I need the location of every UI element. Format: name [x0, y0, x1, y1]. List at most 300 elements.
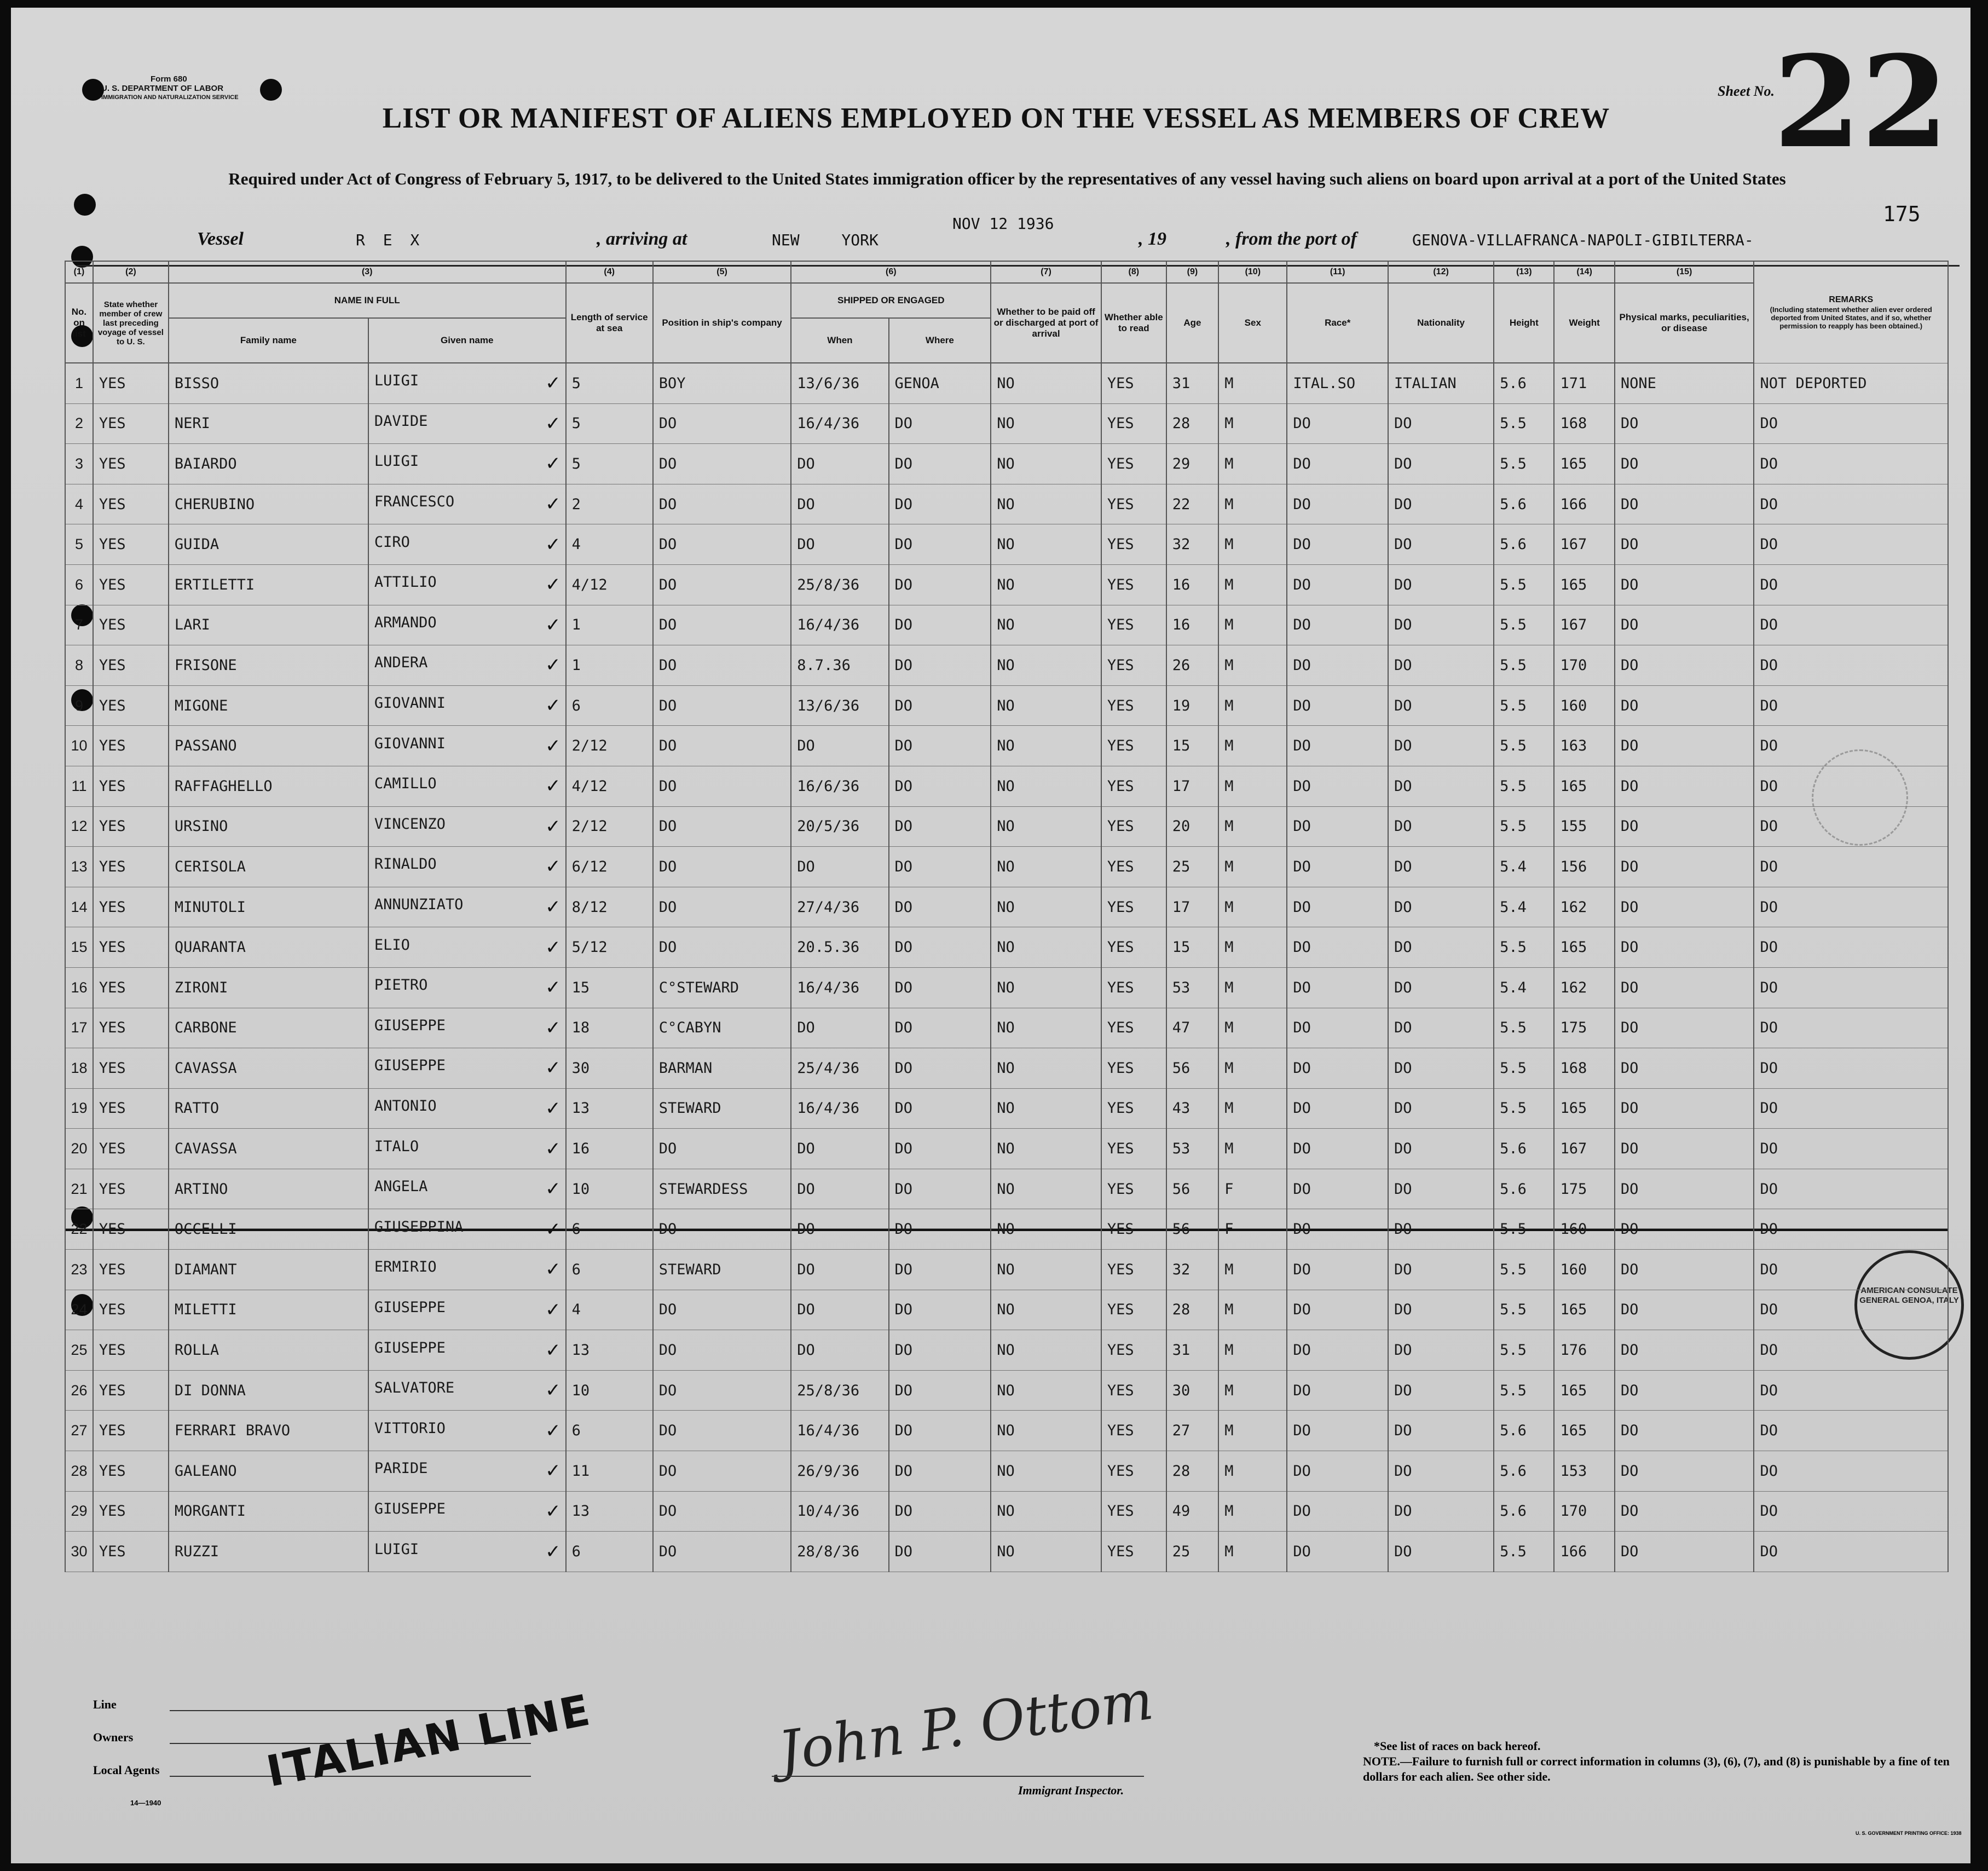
cell-family-text: DI DONNA: [174, 1382, 246, 1399]
cell-no-text: 18: [71, 1059, 88, 1076]
footer-notes: [1363, 1739, 1954, 1785]
checkmark-icon: ✓: [545, 977, 561, 999]
cell-paid-text: NO: [997, 737, 1015, 755]
cell-sex: [1218, 685, 1287, 726]
cell-service: [566, 1290, 653, 1330]
cell-position-text: DO: [658, 777, 677, 795]
checkmark-icon: ✓: [545, 574, 561, 596]
cell-no-text: 29: [71, 1503, 88, 1520]
cell-sex-text: M: [1224, 939, 1234, 956]
cell-given: [368, 806, 566, 847]
cell-prev-text: YES: [99, 576, 126, 593]
cell-prev: [93, 564, 169, 605]
cell-given: [368, 1209, 566, 1250]
col-height-header: Height: [1494, 283, 1554, 363]
cell-no: [65, 1411, 93, 1451]
cell-read: [1101, 806, 1166, 847]
cell-where: [889, 1048, 991, 1089]
cell-given-text: CAMILLO: [374, 775, 437, 793]
cell-marks-text: DO: [1620, 697, 1639, 714]
cell-prev-text: YES: [99, 1180, 126, 1198]
footer-form-code: 14—1940: [130, 1799, 161, 1807]
cell-service: [566, 1491, 653, 1532]
cell-where: [889, 766, 991, 806]
cell-read: [1101, 1129, 1166, 1169]
cell-race-text: DO: [1293, 1140, 1311, 1158]
cell-weight: [1554, 484, 1614, 524]
cell-marks: [1615, 887, 1754, 927]
cell-where-text: DO: [894, 576, 913, 593]
cell-no-text: 9: [74, 697, 83, 714]
col-prev-number: (2): [93, 261, 169, 283]
cell-read-text: YES: [1107, 979, 1134, 996]
crew-row: [65, 847, 1948, 887]
cell-prev-text: YES: [99, 1100, 126, 1117]
crew-row: [65, 766, 1948, 806]
checkmark-icon: ✓: [545, 654, 561, 677]
cell-marks: [1615, 564, 1754, 605]
cell-height-text: 5.5: [1500, 697, 1527, 714]
cell-weight: [1554, 685, 1614, 726]
cell-position: [653, 1209, 791, 1250]
cell-sex: [1218, 766, 1287, 806]
cell-nat-text: DO: [1394, 1261, 1412, 1278]
cell-marks-text: DO: [1620, 616, 1639, 634]
cell-when-text: 16/6/36: [797, 777, 860, 795]
cell-sex-text: M: [1224, 1100, 1234, 1117]
cell-height-text: 5.5: [1500, 1301, 1527, 1319]
cell-position: [653, 524, 791, 565]
cell-family: [169, 1532, 368, 1572]
cell-family: [169, 1008, 368, 1048]
cell-race-text: DO: [1293, 495, 1311, 513]
cell-remarks-text: DO: [1760, 1221, 1778, 1238]
cell-prev: [93, 363, 169, 403]
cell-given: [368, 1370, 566, 1411]
cell-nat-text: DO: [1394, 1100, 1412, 1117]
cell-remarks: [1754, 1129, 1948, 1169]
cell-prev: [93, 1129, 169, 1169]
document-title: LIST OR MANIFEST OF ALIENS EMPLOYED ON THE VESSEL AS MEMBERS OF CREW: [382, 102, 1610, 134]
cell-paid: [991, 645, 1101, 686]
cell-race: [1287, 967, 1388, 1008]
cell-remarks: [1754, 1088, 1948, 1129]
cell-height: [1494, 564, 1554, 605]
cell-where: [889, 444, 991, 484]
cell-nat: [1388, 1008, 1494, 1048]
cell-service: [566, 847, 653, 887]
cell-age: [1166, 1491, 1218, 1532]
cell-no-text: 10: [71, 737, 88, 754]
cell-given: [368, 605, 566, 645]
cell-paid: [991, 484, 1101, 524]
cell-nat: [1388, 564, 1494, 605]
col-no-number: (1): [65, 261, 93, 283]
cell-weight: [1554, 1491, 1614, 1532]
cell-family-text: CHERUBINO: [174, 495, 255, 513]
cell-family-text: MORGANTI: [174, 1503, 246, 1520]
cell-family: [169, 967, 368, 1008]
cell-age-text: 15: [1172, 737, 1191, 755]
cell-when-text: 25/8/36: [797, 1382, 860, 1399]
cell-weight: [1554, 726, 1614, 766]
cell-weight-text: 168: [1560, 415, 1587, 432]
cell-nat-text: DO: [1394, 1462, 1412, 1480]
cell-where: [889, 1370, 991, 1411]
cell-when: [791, 927, 888, 968]
cell-weight: [1554, 1048, 1614, 1089]
cell-service-text: 4: [571, 1301, 581, 1319]
cell-age: [1166, 1048, 1218, 1089]
cell-weight: [1554, 403, 1614, 444]
cell-prev-text: YES: [99, 1462, 126, 1480]
cell-remarks: [1754, 363, 1948, 403]
cell-race-text: DO: [1293, 898, 1311, 916]
cell-race-text: DO: [1293, 656, 1311, 674]
cell-family-text: ZIRONI: [174, 979, 228, 996]
cell-paid-text: NO: [997, 536, 1015, 553]
cell-family-text: MIGONE: [174, 697, 228, 714]
cell-nat-text: DO: [1394, 415, 1412, 432]
cell-read-text: YES: [1107, 818, 1134, 835]
cell-read-text: YES: [1107, 858, 1134, 875]
cell-service: [566, 685, 653, 726]
cell-marks-text: DO: [1620, 1543, 1639, 1561]
cell-read: [1101, 887, 1166, 927]
cell-position: [653, 1008, 791, 1048]
cell-weight: [1554, 766, 1614, 806]
cell-sex: [1218, 1451, 1287, 1492]
cell-read-text: YES: [1107, 1382, 1134, 1399]
cell-service-text: 16: [571, 1140, 590, 1158]
cell-nat: [1388, 1411, 1494, 1451]
cell-prev: [93, 1250, 169, 1290]
cell-where-text: GENOA: [894, 374, 939, 392]
cell-service: [566, 967, 653, 1008]
cell-race-text: DO: [1293, 939, 1311, 956]
cell-position: [653, 363, 791, 403]
cell-no-text: 12: [71, 818, 88, 835]
cell-when-text: 13/6/36: [797, 374, 860, 392]
crew-row: [65, 1532, 1948, 1572]
cell-age: [1166, 1290, 1218, 1330]
checkmark-icon: ✓: [545, 372, 561, 395]
cell-where-text: DO: [894, 1140, 913, 1158]
cell-race-text: DO: [1293, 1059, 1311, 1077]
cell-given: [368, 927, 566, 968]
cell-family: [169, 726, 368, 766]
cell-prev-text: YES: [99, 616, 126, 634]
cell-nat-text: DO: [1394, 1503, 1412, 1520]
cell-weight-text: 167: [1560, 616, 1587, 634]
crew-row: [65, 726, 1948, 766]
col-read-header: Whether able to read: [1101, 283, 1166, 363]
cell-no: [65, 1290, 93, 1330]
cell-height-text: 5.6: [1500, 1462, 1527, 1480]
cell-family: [169, 927, 368, 968]
cell-remarks: [1754, 444, 1948, 484]
cell-no: [65, 363, 93, 403]
cell-given: [368, 847, 566, 887]
cell-height-text: 5.5: [1500, 455, 1527, 472]
cell-weight: [1554, 524, 1614, 565]
cell-no: [65, 967, 93, 1008]
cell-service: [566, 806, 653, 847]
cell-given: [368, 403, 566, 444]
cell-read: [1101, 726, 1166, 766]
cell-remarks: [1754, 1451, 1948, 1492]
cell-paid-text: NO: [997, 858, 1015, 875]
cell-family-text: NERI: [174, 415, 210, 432]
cell-paid: [991, 1290, 1101, 1330]
line-label: Line: [93, 1697, 117, 1711]
cell-marks: [1615, 1250, 1754, 1290]
cell-family: [169, 766, 368, 806]
cell-position: [653, 1411, 791, 1451]
cell-service-text: 5: [571, 374, 581, 392]
cell-no-text: 19: [71, 1100, 88, 1117]
cell-service: [566, 605, 653, 645]
cell-position: [653, 1451, 791, 1492]
cell-race-text: DO: [1293, 979, 1311, 996]
cell-position-text: DO: [658, 818, 677, 835]
cell-paid: [991, 685, 1101, 726]
cell-sex-text: M: [1224, 898, 1234, 916]
cell-read: [1101, 1330, 1166, 1371]
cell-race: [1287, 1209, 1388, 1250]
cell-read: [1101, 1048, 1166, 1089]
cell-family-text: MINUTOLI: [174, 898, 246, 916]
cell-where: [889, 806, 991, 847]
cell-sex: [1218, 1290, 1287, 1330]
cell-sex: [1218, 1330, 1287, 1371]
col-age-number: (9): [1166, 261, 1218, 283]
cell-position: [653, 1129, 791, 1169]
cell-where-text: DO: [894, 818, 913, 835]
cell-no: [65, 887, 93, 927]
checkmark-icon: ✓: [545, 1218, 561, 1240]
cell-paid-text: NO: [997, 777, 1015, 795]
cell-read-text: YES: [1107, 576, 1134, 593]
cell-marks: [1615, 363, 1754, 403]
cell-position: [653, 927, 791, 968]
cell-age: [1166, 524, 1218, 565]
cell-when-text: 16/4/36: [797, 979, 860, 996]
cell-nat-text: DO: [1394, 979, 1412, 996]
cell-family: [169, 887, 368, 927]
from-port-label: , from the port of: [1226, 229, 1357, 249]
cell-family-text: DIAMANT: [174, 1261, 237, 1278]
cell-nat-text: DO: [1394, 737, 1412, 755]
cell-race-text: DO: [1293, 576, 1311, 593]
cell-service: [566, 1330, 653, 1371]
crew-row: [65, 1491, 1948, 1532]
italian-line-stamp: ITALIAN LINE: [263, 1685, 596, 1797]
cell-race: [1287, 927, 1388, 968]
cell-height: [1494, 1008, 1554, 1048]
cell-service-text: 10: [571, 1180, 590, 1198]
cell-weight-text: 160: [1560, 697, 1587, 714]
cell-age-text: 32: [1172, 1261, 1191, 1278]
cell-service: [566, 645, 653, 686]
cell-read-text: YES: [1107, 737, 1134, 755]
cell-no-text: 1: [74, 374, 83, 391]
cell-given-text: GIOVANNI: [374, 735, 446, 752]
cell-given-text: VITTORIO: [374, 1419, 446, 1437]
cell-nat-text: ITALIAN: [1394, 374, 1457, 392]
cell-prev-text: YES: [99, 1261, 126, 1278]
cell-height: [1494, 967, 1554, 1008]
cell-race-text: DO: [1293, 1100, 1311, 1117]
cell-service-text: 2/12: [571, 818, 608, 835]
cell-service: [566, 1209, 653, 1250]
cell-height-text: 5.5: [1500, 1019, 1527, 1037]
col-name-number: (3): [169, 261, 566, 283]
cell-no-text: 20: [71, 1140, 88, 1157]
cell-service-text: 6: [571, 1261, 581, 1278]
cell-marks: [1615, 927, 1754, 968]
cell-when: [791, 726, 888, 766]
crew-row: [65, 1330, 1948, 1371]
cell-sex: [1218, 1088, 1287, 1129]
cell-position: [653, 1290, 791, 1330]
cell-paid: [991, 524, 1101, 565]
crew-row: [65, 927, 1948, 968]
cell-sex-text: M: [1224, 495, 1234, 513]
cell-age-text: 25: [1172, 1543, 1191, 1561]
cell-prev-text: YES: [99, 1301, 126, 1319]
cell-where-text: DO: [894, 1382, 913, 1399]
cell-when-text: DO: [797, 495, 815, 513]
cell-age-text: 28: [1172, 1301, 1191, 1319]
cell-weight: [1554, 564, 1614, 605]
cell-family: [169, 1129, 368, 1169]
cell-race: [1287, 403, 1388, 444]
cell-weight: [1554, 1451, 1614, 1492]
cell-height: [1494, 605, 1554, 645]
cell-weight-text: 165: [1560, 1301, 1587, 1319]
cell-service: [566, 1451, 653, 1492]
cell-given-text: GIUSEPPE: [374, 1057, 446, 1075]
col-sex-header: Sex: [1218, 283, 1287, 363]
cell-no-text: 7: [74, 616, 83, 633]
crew-row: [65, 1169, 1948, 1209]
cell-sex-text: M: [1224, 1301, 1234, 1319]
cell-position: [653, 403, 791, 444]
cell-prev: [93, 1370, 169, 1411]
cell-paid-text: NO: [997, 1382, 1015, 1399]
cell-given: [368, 1532, 566, 1572]
cell-nat-text: DO: [1394, 1019, 1412, 1037]
cell-nat: [1388, 1451, 1494, 1492]
cell-weight-text: 167: [1560, 536, 1587, 553]
cell-paid-text: NO: [997, 1261, 1015, 1278]
cell-sex: [1218, 484, 1287, 524]
cell-position: [653, 1330, 791, 1371]
cell-given-text: ERMIRIO: [374, 1258, 437, 1276]
cell-where-text: DO: [894, 536, 913, 553]
cell-weight: [1554, 927, 1614, 968]
cell-paid: [991, 1169, 1101, 1209]
cell-race-text: DO: [1293, 536, 1311, 553]
cell-where-text: DO: [894, 415, 913, 432]
cell-weight-text: 171: [1560, 374, 1587, 392]
cell-when: [791, 1209, 888, 1250]
crew-row: [65, 1088, 1948, 1129]
cell-weight-text: 160: [1560, 1261, 1587, 1278]
cell-weight: [1554, 605, 1614, 645]
cell-position-text: DO: [658, 697, 677, 714]
checkmark-icon: ✓: [545, 815, 561, 838]
cell-remarks: [1754, 1048, 1948, 1089]
cell-where-text: DO: [894, 1261, 913, 1278]
col-nationality-number: (12): [1388, 261, 1494, 283]
checkmark-icon: ✓: [545, 453, 561, 475]
cell-paid-text: NO: [997, 898, 1015, 916]
cell-remarks-text: DO: [1760, 455, 1778, 472]
cell-age: [1166, 1209, 1218, 1250]
cell-height: [1494, 927, 1554, 968]
cell-race-text: DO: [1293, 697, 1311, 714]
cell-when: [791, 1169, 888, 1209]
cell-height-text: 5.5: [1500, 737, 1527, 755]
cell-age-text: 56: [1172, 1059, 1191, 1077]
cell-height: [1494, 1048, 1554, 1089]
cell-given-text: LUIGI: [374, 372, 419, 390]
cell-no-text: 13: [71, 858, 88, 875]
cell-marks-text: DO: [1620, 1180, 1639, 1198]
cell-family-text: RAFFAGHELLO: [174, 777, 273, 795]
consulate-stamp-text: AMERICAN CONSULATE GENERAL GENOA, ITALY: [1859, 1286, 1959, 1305]
cell-age: [1166, 927, 1218, 968]
cell-no: [65, 605, 93, 645]
cell-position-text: DO: [658, 939, 677, 956]
cell-paid-text: NO: [997, 455, 1015, 472]
cell-height-text: 5.5: [1500, 1100, 1527, 1117]
cell-service-text: 6: [571, 1543, 581, 1561]
cell-sex: [1218, 444, 1287, 484]
cell-read: [1101, 1290, 1166, 1330]
checkmark-icon: ✓: [545, 1460, 561, 1482]
cell-height: [1494, 1330, 1554, 1371]
cell-family-text: QUARANTA: [174, 939, 246, 956]
cell-nat: [1388, 967, 1494, 1008]
cell-family-text: OCCELLI: [174, 1221, 237, 1238]
cell-nat-text: DO: [1394, 1059, 1412, 1077]
cell-prev: [93, 847, 169, 887]
cell-family-text: ERTILETTI: [174, 576, 255, 593]
cell-age-text: 49: [1172, 1503, 1191, 1520]
agents-field: [93, 1754, 160, 1787]
cell-paid-text: NO: [997, 1301, 1015, 1319]
cell-given-text: ELIO: [374, 936, 410, 954]
cell-race: [1287, 524, 1388, 565]
cell-weight: [1554, 1370, 1614, 1411]
cell-paid: [991, 967, 1101, 1008]
cell-where: [889, 363, 991, 403]
cell-age: [1166, 1451, 1218, 1492]
cell-no: [65, 524, 93, 565]
cell-given-text: PIETRO: [374, 977, 428, 994]
cell-marks: [1615, 1370, 1754, 1411]
cell-no: [65, 1008, 93, 1048]
cell-when: [791, 645, 888, 686]
cell-prev-text: YES: [99, 415, 126, 432]
cell-no: [65, 927, 93, 968]
cell-sex-text: M: [1224, 1342, 1234, 1359]
cell-read: [1101, 605, 1166, 645]
cell-race-text: DO: [1293, 777, 1311, 795]
